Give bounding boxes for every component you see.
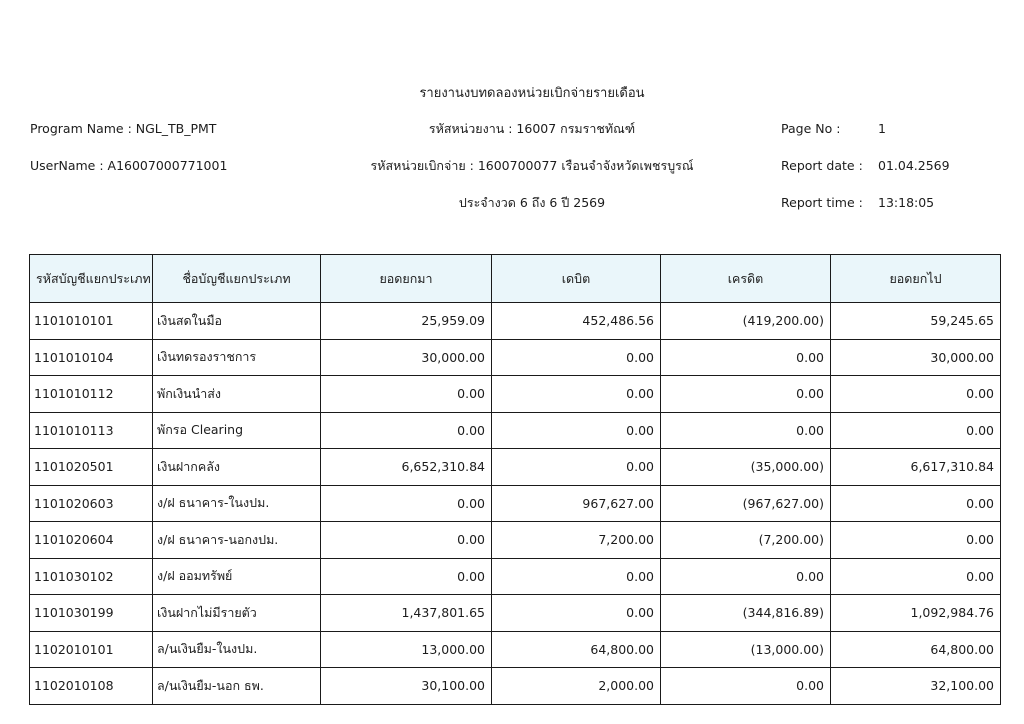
table-body bbox=[30, 303, 1001, 705]
cell-opening: 1,437,801.65 bbox=[321, 595, 492, 632]
cell-account-code: 1101010101 bbox=[30, 303, 153, 340]
cell-credit: 0.00 bbox=[661, 339, 831, 376]
page-no-value: 1 bbox=[878, 121, 886, 136]
table-row bbox=[30, 449, 1001, 486]
cell-debit: 2,000.00 bbox=[492, 668, 661, 705]
cell-opening: 25,959.09 bbox=[321, 303, 492, 340]
cell-debit: 967,627.00 bbox=[492, 485, 661, 522]
cell-closing: 64,800.00 bbox=[831, 631, 1001, 668]
cell-credit: (35,000.00) bbox=[661, 449, 831, 486]
cell-account-name: เงินฝากคลัง bbox=[153, 449, 321, 486]
table-row bbox=[30, 668, 1001, 705]
header-closing-balance: ยอดยกไป bbox=[831, 255, 1001, 303]
report-time-label: Report time : bbox=[781, 195, 863, 210]
cell-opening: 0.00 bbox=[321, 412, 492, 449]
cell-account-code: 1102010108 bbox=[30, 668, 153, 705]
cell-account-name: เงินสดในมือ bbox=[153, 303, 321, 340]
program-name: Program Name : NGL_TB_PMT bbox=[30, 121, 217, 136]
cell-closing: 0.00 bbox=[831, 522, 1001, 559]
cell-account-code: 1101010113 bbox=[30, 412, 153, 449]
cell-account-code: 1101020501 bbox=[30, 449, 153, 486]
user-name: UserName : A16007000771001 bbox=[30, 158, 228, 173]
cell-opening: 6,652,310.84 bbox=[321, 449, 492, 486]
cell-debit: 452,486.56 bbox=[492, 303, 661, 340]
cell-account-name: พักรอ Clearing bbox=[153, 412, 321, 449]
cell-closing: 0.00 bbox=[831, 558, 1001, 595]
cell-closing: 32,100.00 bbox=[831, 668, 1001, 705]
report-title: รายงานงบทดลองหน่วยเบิกจ่ายรายเดือน bbox=[419, 86, 645, 101]
page-no-label: Page No : bbox=[781, 121, 841, 136]
cell-opening: 0.00 bbox=[321, 485, 492, 522]
cell-account-name: เงินทดรองราชการ bbox=[153, 339, 321, 376]
cell-credit: 0.00 bbox=[661, 558, 831, 595]
cell-closing: 59,245.65 bbox=[831, 303, 1001, 340]
cell-credit: (7,200.00) bbox=[661, 522, 831, 559]
header-opening-balance: ยอดยกมา bbox=[321, 255, 492, 303]
cell-account-name: ง/ฝ ธนาคาร-นอกงปม. bbox=[153, 522, 321, 559]
cell-closing: 1,092,984.76 bbox=[831, 595, 1001, 632]
cell-account-code: 1101020604 bbox=[30, 522, 153, 559]
period-line: ประจำงวด 6 ถึง 6 ปี 2569 bbox=[458, 195, 606, 210]
cell-debit: 0.00 bbox=[492, 376, 661, 413]
cell-account-code: 1102010101 bbox=[30, 631, 153, 668]
cell-account-code: 1101020603 bbox=[30, 485, 153, 522]
cell-credit: 0.00 bbox=[661, 668, 831, 705]
report-date-value: 01.04.2569 bbox=[878, 158, 950, 173]
cell-closing: 6,617,310.84 bbox=[831, 449, 1001, 486]
table-row bbox=[30, 303, 1001, 340]
cell-account-code: 1101030199 bbox=[30, 595, 153, 632]
table-header-row bbox=[30, 255, 1001, 303]
cell-debit: 64,800.00 bbox=[492, 631, 661, 668]
header-credit: เครดิต bbox=[661, 255, 831, 303]
cell-account-name: ง/ฝ ออมทรัพย์ bbox=[153, 558, 321, 595]
cell-account-name: พักเงินนำส่ง bbox=[153, 376, 321, 413]
cell-debit: 0.00 bbox=[492, 412, 661, 449]
cell-credit: (344,816.89) bbox=[661, 595, 831, 632]
trial-balance-table bbox=[29, 254, 1001, 705]
header-account-name: ชื่อบัญชีแยกประเภท bbox=[153, 255, 321, 303]
cell-opening: 0.00 bbox=[321, 376, 492, 413]
cell-debit: 0.00 bbox=[492, 339, 661, 376]
cell-closing: 0.00 bbox=[831, 376, 1001, 413]
cell-opening: 0.00 bbox=[321, 558, 492, 595]
cell-opening: 30,100.00 bbox=[321, 668, 492, 705]
cell-debit: 0.00 bbox=[492, 595, 661, 632]
cell-account-code: 1101010112 bbox=[30, 376, 153, 413]
table-row bbox=[30, 485, 1001, 522]
cell-opening: 0.00 bbox=[321, 522, 492, 559]
cell-credit: (13,000.00) bbox=[661, 631, 831, 668]
cell-credit: (419,200.00) bbox=[661, 303, 831, 340]
table-row bbox=[30, 595, 1001, 632]
report-date-label: Report date : bbox=[781, 158, 863, 173]
cell-closing: 0.00 bbox=[831, 485, 1001, 522]
cell-account-name: ล/นเงินยืม-ในงปม. bbox=[153, 631, 321, 668]
agency-code-line: รหัสหน่วยงาน : 16007 กรมราชทัณฑ์ bbox=[428, 121, 636, 136]
cell-credit: (967,627.00) bbox=[661, 485, 831, 522]
cell-debit: 7,200.00 bbox=[492, 522, 661, 559]
cell-debit: 0.00 bbox=[492, 558, 661, 595]
cell-credit: 0.00 bbox=[661, 412, 831, 449]
cell-account-code: 1101030102 bbox=[30, 558, 153, 595]
table-row bbox=[30, 412, 1001, 449]
report-time-value: 13:18:05 bbox=[878, 195, 935, 210]
cell-credit: 0.00 bbox=[661, 376, 831, 413]
table-row bbox=[30, 558, 1001, 595]
cell-closing: 0.00 bbox=[831, 412, 1001, 449]
cell-opening: 30,000.00 bbox=[321, 339, 492, 376]
header-account-code: รหัสบัญชีแยกประเภท bbox=[30, 255, 153, 303]
cell-account-code: 1101010104 bbox=[30, 339, 153, 376]
cell-opening: 13,000.00 bbox=[321, 631, 492, 668]
disbursing-unit-line: รหัสหน่วยเบิกจ่าย : 1600700077 เรือนจำจังหวัดเพชรบูรณ์ bbox=[370, 158, 694, 173]
header-debit: เดบิต bbox=[492, 255, 661, 303]
cell-account-name: เงินฝากไม่มีรายตัว bbox=[153, 595, 321, 632]
table-row bbox=[30, 376, 1001, 413]
table-row bbox=[30, 631, 1001, 668]
cell-account-name: ล/นเงินยืม-นอก ธพ. bbox=[153, 668, 321, 705]
cell-closing: 30,000.00 bbox=[831, 339, 1001, 376]
cell-debit: 0.00 bbox=[492, 449, 661, 486]
cell-account-name: ง/ฝ ธนาคาร-ในงปม. bbox=[153, 485, 321, 522]
table-row bbox=[30, 339, 1001, 376]
table-row bbox=[30, 522, 1001, 559]
